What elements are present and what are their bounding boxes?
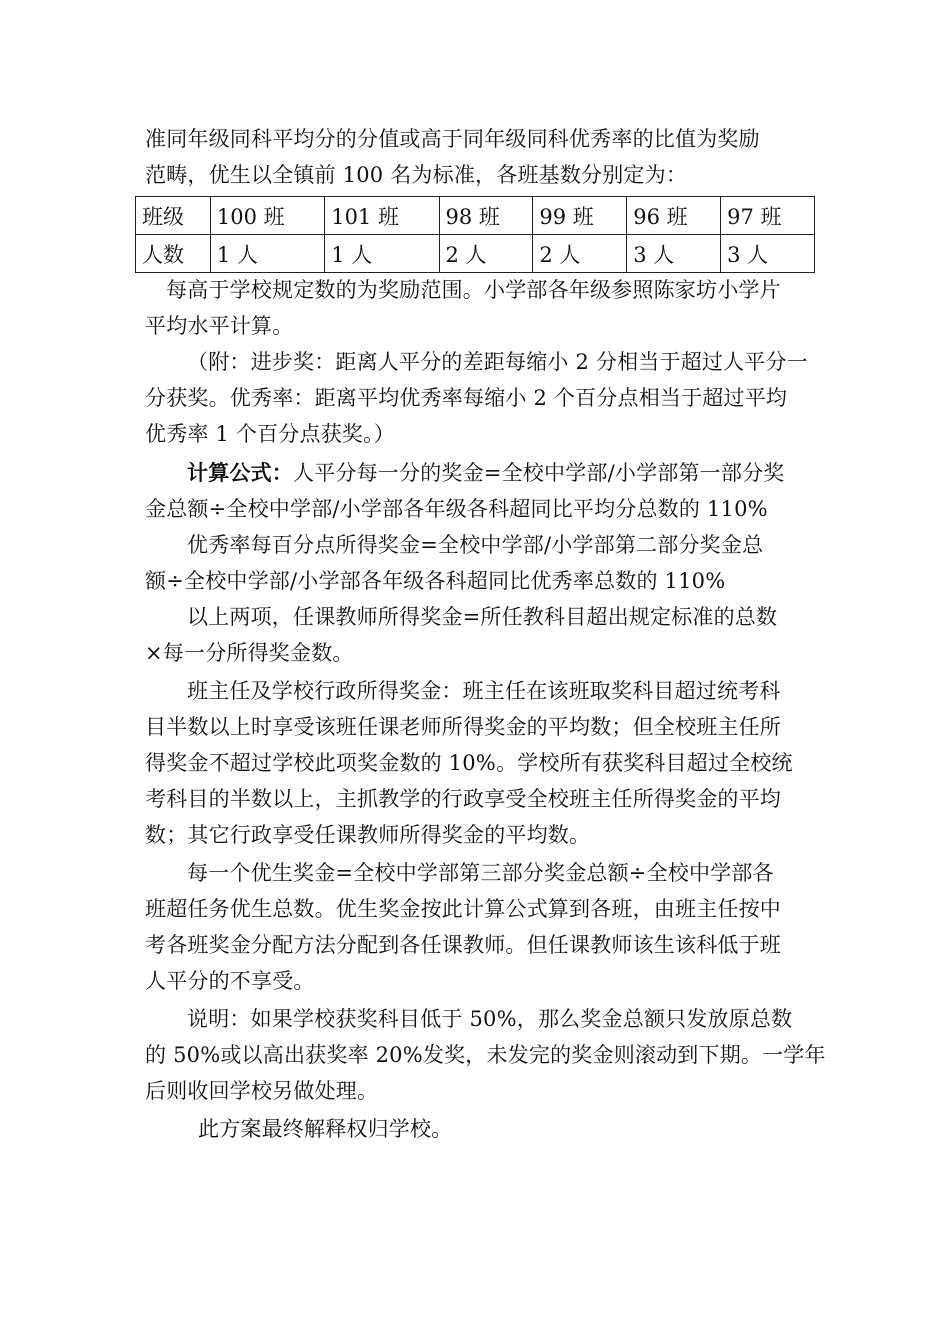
class-quota-table [135,196,815,273]
table-cell: 2 人 [439,235,533,273]
text-line: 准同年级同科平均分的分值或高于同年级同科优秀率的比值为奖励 [145,127,760,151]
text-line: 以上两项，任课教师所得奖金=所任教科目超出规定标准的总数 [187,605,778,629]
text-line: 考科目的半数以上，主抓教学的行政享受全校班主任所得奖金的平均 [145,787,781,811]
text-line: 金总额÷全校中学部/小学部各年级各科超同比平均分总数的 110% [145,497,768,521]
table-cell: 96 班 [627,197,721,235]
formula-line [187,458,857,488]
table-row [136,197,815,235]
table-cell: 100 班 [210,197,324,235]
table-cell: 人数 [136,235,211,273]
text-line: 平均水平计算。 [145,314,294,338]
text-line: 考各班奖金分配方法分配到各任课教师。但任课教师该生该科低于班 [145,933,781,957]
text-line: 此方案最终解释权归学校。 [198,1117,453,1141]
text-line: 范畴，优生以全镇前 100 名为标准，各班基数分别定为： [145,163,688,187]
text-line: 每高于学校规定数的为奖励范围。小学部各年级参照陈家坊小学片 [166,278,781,302]
text-line: 目半数以上时享受该班任课老师所得奖金的平均数；但全校班主任所 [145,715,781,739]
table-cell: 班级 [136,197,211,235]
text-line: 后则收回学校另做处理。 [145,1079,379,1103]
text-line: 人平分的不享受。 [145,969,315,993]
text-line: 班超任务优生总数。优生奖金按此计算公式算到各班，由班主任按中 [145,897,781,921]
table-cell: 1 人 [325,235,439,273]
text-line: 的 50%或以高出获奖率 20%发奖，未发完的奖金则滚动到下期。一学年 [145,1043,826,1067]
table-cell: 2 人 [533,235,627,273]
text-line: 分获奖。优秀率：距离平均优秀率每缩小 2 个百分点相当于超过平均 [145,386,788,410]
text-line: 优秀率每百分点所得奖金=全校中学部/小学部第二部分奖金总 [187,533,764,557]
table-row [136,235,815,273]
text-line: ×每一分所得奖金数。 [145,641,354,665]
table-cell: 98 班 [439,197,533,235]
text-line: 优秀率 1 个百分点获奖。） [145,422,396,446]
table-cell: 101 班 [325,197,439,235]
text-line: 说明：如果学校获奖科目低于 50%，那么奖金总额只发放原总数 [187,1007,793,1031]
table-cell: 1 人 [210,235,324,273]
text-line: （附：进步奖：距离人平分的差距每缩小 2 分相当于超过人平分一 [187,350,808,374]
text-line: 每一个优生奖金=全校中学部第三部分奖金总额÷全校中学部各 [187,861,774,885]
formula-label: 计算公式： [187,460,293,485]
formula-text: 人平分每一分的奖金=全校中学部/小学部第一部分奖 [293,461,785,485]
text-line: 额÷全校中学部/小学部各年级各科超同比优秀率总数的 110% [145,569,726,593]
text-line: 班主任及学校行政所得奖金：班主任在该班取奖科目超过统考科 [187,679,781,703]
table-cell: 97 班 [721,197,815,235]
text-line: 数；其它行政享受任课教师所得奖金的平均数。 [145,823,591,847]
table-cell: 99 班 [533,197,627,235]
table-cell: 3 人 [721,235,815,273]
text-line: 得奖金不超过学校此项奖金数的 10%。学校所有获奖科目超过全校统 [145,751,793,775]
table-cell: 3 人 [627,235,721,273]
